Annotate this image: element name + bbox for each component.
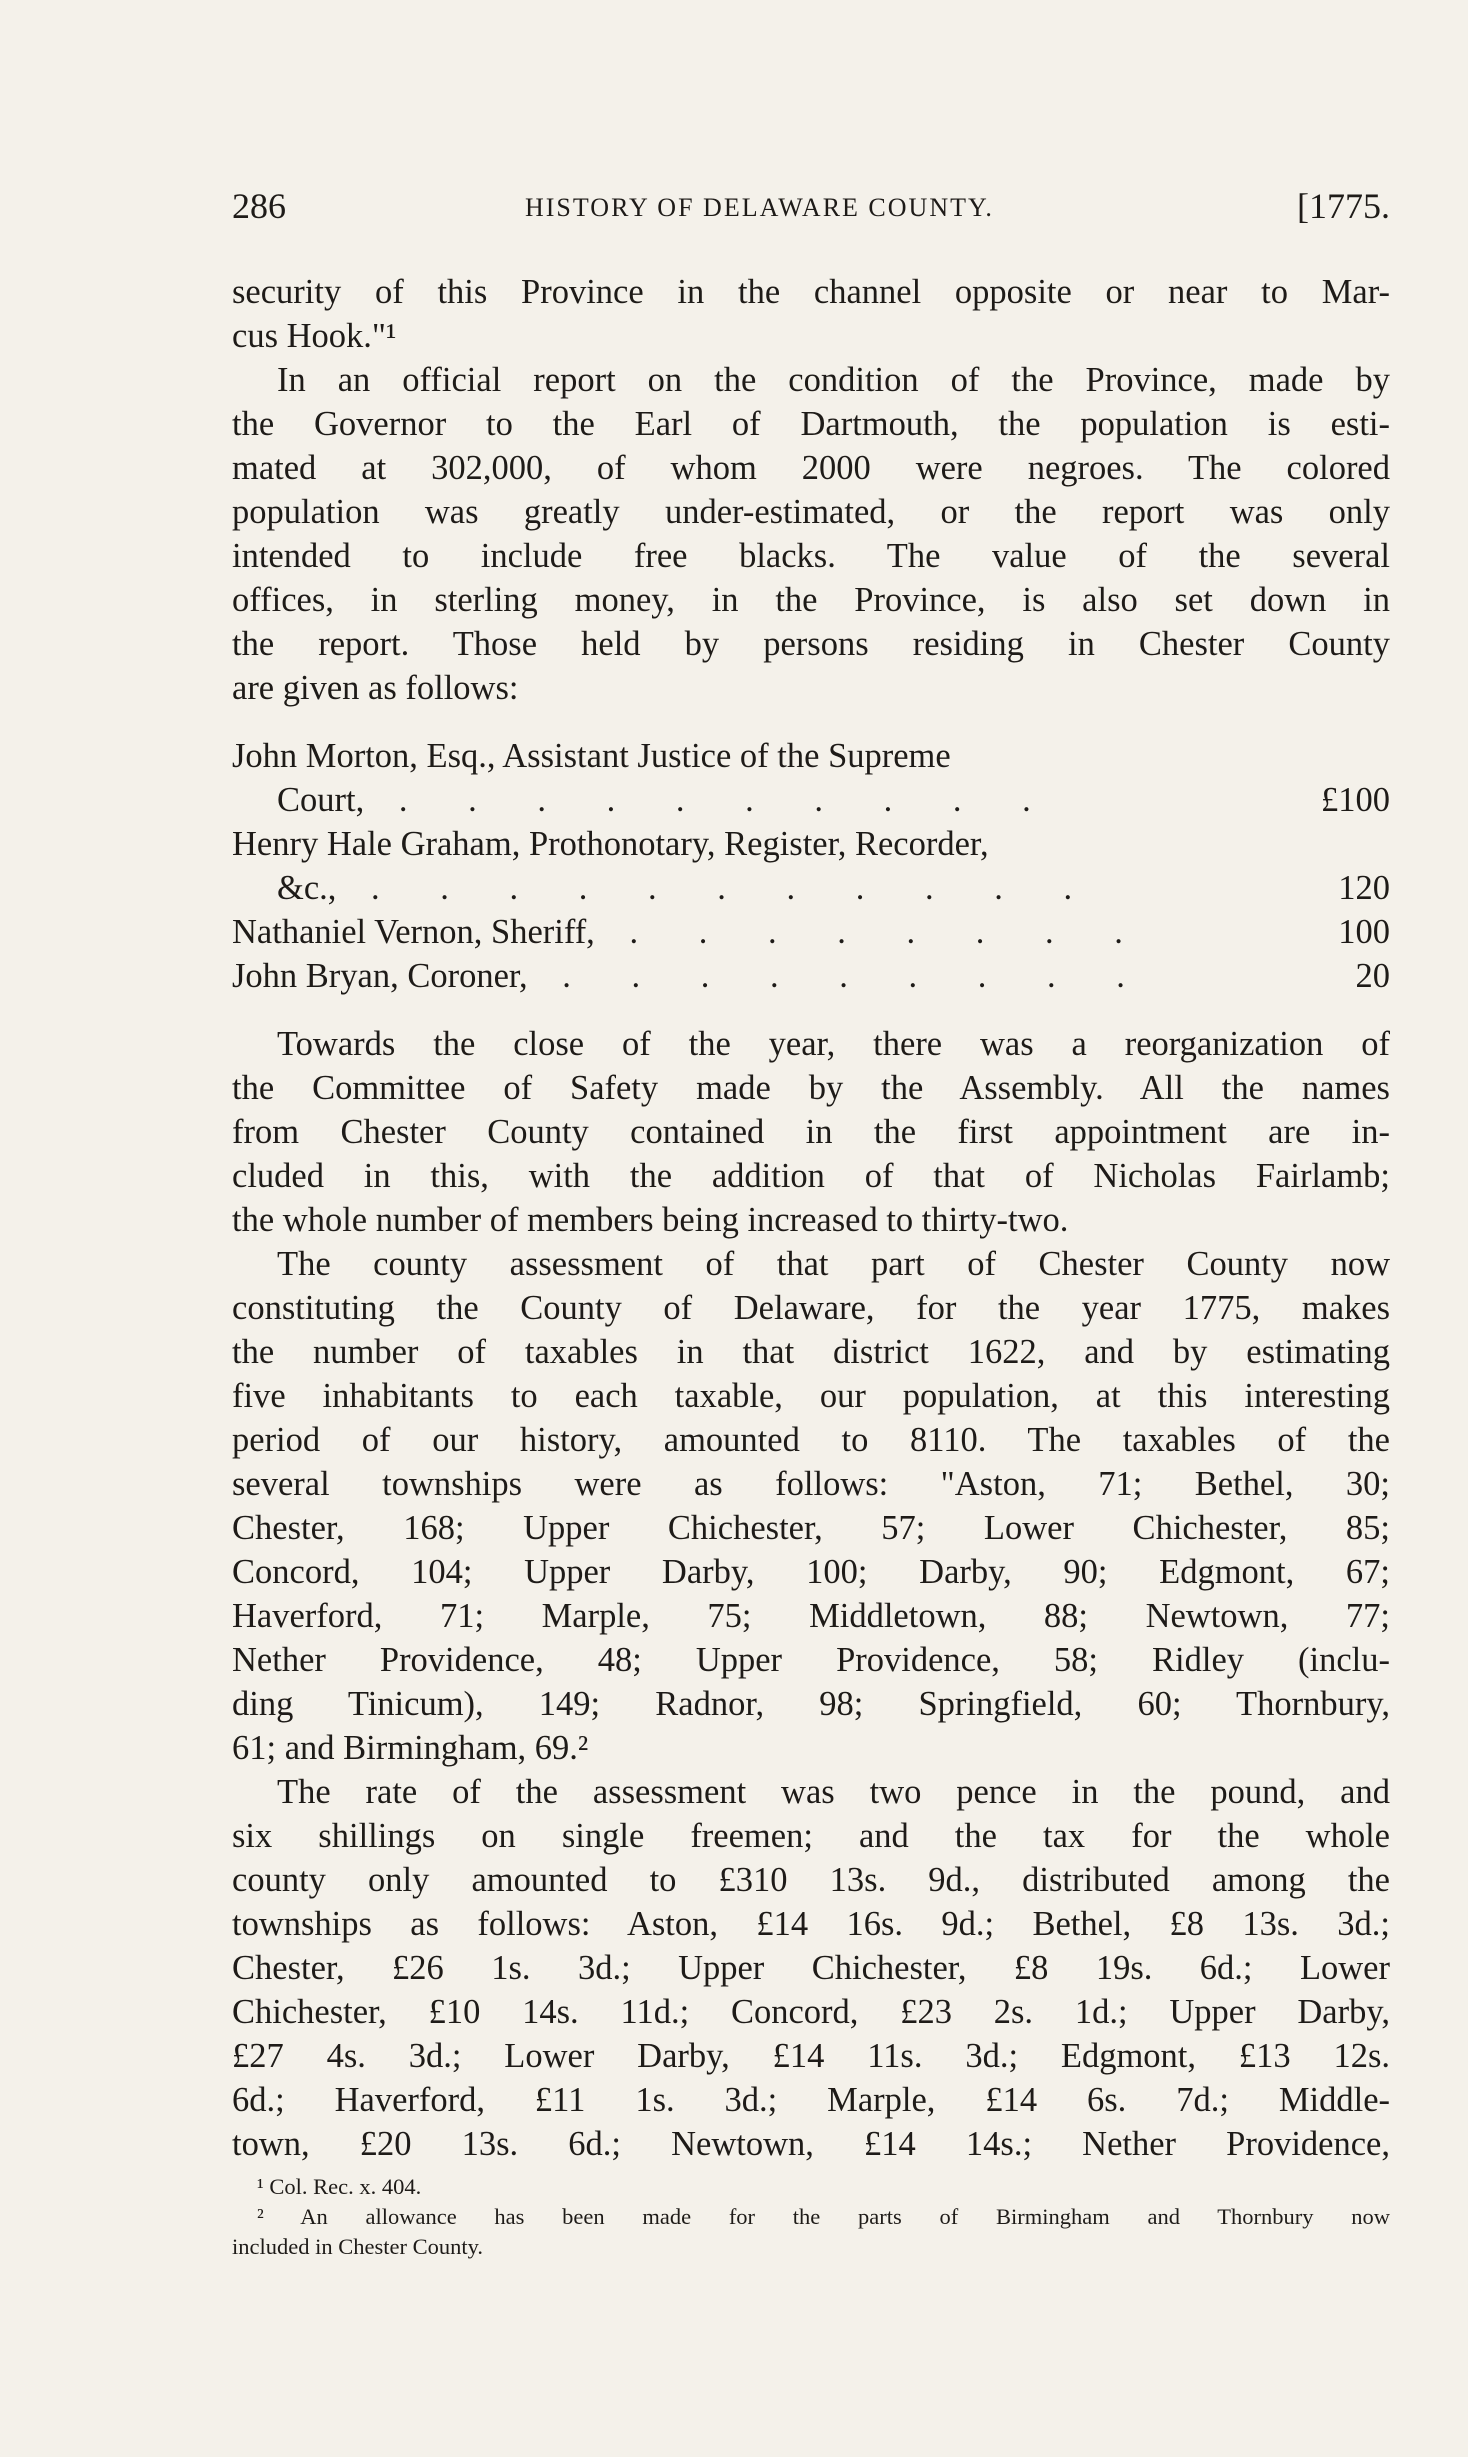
text-line: population was greatly under-estimated, or the report was only	[232, 493, 1390, 531]
page-number: 286	[232, 186, 286, 226]
text-line: intended to include free blacks. The value of the several	[232, 537, 1390, 575]
running-title: HISTORY OF DELAWARE COUNTY.	[525, 193, 994, 222]
text-line: constituting the County of Delaware, for the year 1775, makes	[232, 1289, 1390, 1327]
text-line: the Governor to the Earl of Dartmouth, the population is esti-	[232, 405, 1390, 443]
text-line: offices, in sterling money, in the Province, is also set down in	[232, 581, 1390, 619]
text-line: five inhabitants to each taxable, our population, at this interesting	[232, 1377, 1390, 1415]
footnotes	[232, 2172, 1390, 2262]
text-line: cus Hook."¹	[232, 317, 397, 355]
text-line: security of this Province in the channel opposite or near to Mar-	[232, 273, 1390, 311]
footnote-continuation: included in Chester County.	[232, 2234, 484, 2259]
text-line: The county assessment of that part of Chester County now	[277, 1245, 1390, 1283]
text-line: the number of taxables in that district 1622, and by estimating	[232, 1333, 1390, 1371]
footnote: ² An allowance has been made for the parts of Birmingham and Thornbury now	[257, 2204, 1390, 2229]
office-entry-line: Nathaniel Vernon, Sheriff, . . . . . . . . 100	[232, 910, 1390, 954]
text-line: period of our history, amounted to 8110. The taxables of the	[232, 1421, 1390, 1459]
office-entry-line: &c., . . . . . . . . . . . 120	[232, 866, 1390, 910]
text-line: county only amounted to £310 13s. 9d., distributed among the	[232, 1861, 1390, 1899]
text-line: the whole number of members being increased to thirty-two.	[232, 1201, 1069, 1239]
text-line: Haverford, 71; Marple, 75; Middletown, 88; Newtown, 77;	[232, 1597, 1390, 1635]
office-amount: £100	[1321, 781, 1390, 819]
text-line: The rate of the assessment was two pence in the pound, and	[277, 1773, 1390, 1811]
header-year: [1775.	[1297, 186, 1390, 226]
text-line: Concord, 104; Upper Darby, 100; Darby, 90; Edgmont, 67;	[232, 1553, 1390, 1591]
text-line: several townships were as follows: "Aston, 71; Bethel, 30;	[232, 1465, 1390, 1503]
text-line: ding Tinicum), 149; Radnor, 98; Springfield, 60; Thornbury,	[232, 1685, 1390, 1723]
text-line: are given as follows:	[232, 669, 519, 707]
office-amount: 20	[1355, 957, 1390, 995]
text-line: Chester, 168; Upper Chichester, 57; Lower Chichester, 85;	[232, 1509, 1390, 1547]
text-line: from Chester County contained in the first appointment are in-	[232, 1113, 1390, 1151]
text-line: 6d.; Haverford, £11 1s. 3d.; Marple, £14 6s. 7d.; Middle-	[232, 2081, 1390, 2119]
paragraph	[232, 1770, 1390, 2166]
text-line: Towards the close of the year, there was a reorganization of	[277, 1025, 1390, 1063]
text-line: the report. Those held by persons residing in Chester County	[232, 625, 1390, 663]
paragraph	[232, 270, 1390, 358]
office-entry-line: Court, . . . . . . . . . . £100	[232, 778, 1390, 822]
text-line: In an official report on the condition of the Province, made by	[277, 361, 1390, 399]
text-line: the Committee of Safety made by the Assembly. All the names	[232, 1069, 1390, 1107]
office-entry-line: Henry Hale Graham, Prothonotary, Register, Recorder,	[232, 825, 989, 863]
text-line: townships as follows: Aston, £14 16s. 9d.; Bethel, £8 13s. 3d.;	[232, 1905, 1390, 1943]
page-header	[232, 185, 1390, 235]
text-line: six shillings on single freemen; and the tax for the whole	[232, 1817, 1390, 1855]
office-entry-line: John Morton, Esq., Assistant Justice of the Supreme	[232, 737, 951, 775]
offices-list	[232, 734, 1390, 998]
text-line: 61; and Birmingham, 69.²	[232, 1729, 589, 1767]
paragraph	[232, 358, 1390, 710]
text-line: Nether Providence, 48; Upper Providence, 58; Ridley (inclu-	[232, 1641, 1390, 1679]
office-amount: 100	[1338, 913, 1390, 951]
office-entry-line: John Bryan, Coroner, . . . . . . . . . 20	[232, 954, 1390, 998]
text-line: town, £20 13s. 6d.; Newtown, £14 14s.; Nether Providence,	[232, 2125, 1390, 2163]
text-line: Chester, £26 1s. 3d.; Upper Chichester, £8 19s. 6d.; Lower	[232, 1949, 1390, 1987]
paragraph	[232, 1242, 1390, 1770]
body-text	[232, 270, 1390, 2166]
text-line: £27 4s. 3d.; Lower Darby, £14 11s. 3d.; Edgmont, £13 12s.	[232, 2037, 1390, 2075]
text-line: Chichester, £10 14s. 11d.; Concord, £23 2s. 1d.; Upper Darby,	[232, 1993, 1390, 2031]
paragraph	[232, 1022, 1390, 1242]
text-line: cluded in this, with the addition of that of Nicholas Fairlamb;	[232, 1157, 1390, 1195]
text-line: mated at 302,000, of whom 2000 were negroes. The colored	[232, 449, 1390, 487]
footnote: ¹ Col. Rec. x. 404.	[257, 2174, 422, 2199]
office-amount: 120	[1338, 869, 1390, 907]
